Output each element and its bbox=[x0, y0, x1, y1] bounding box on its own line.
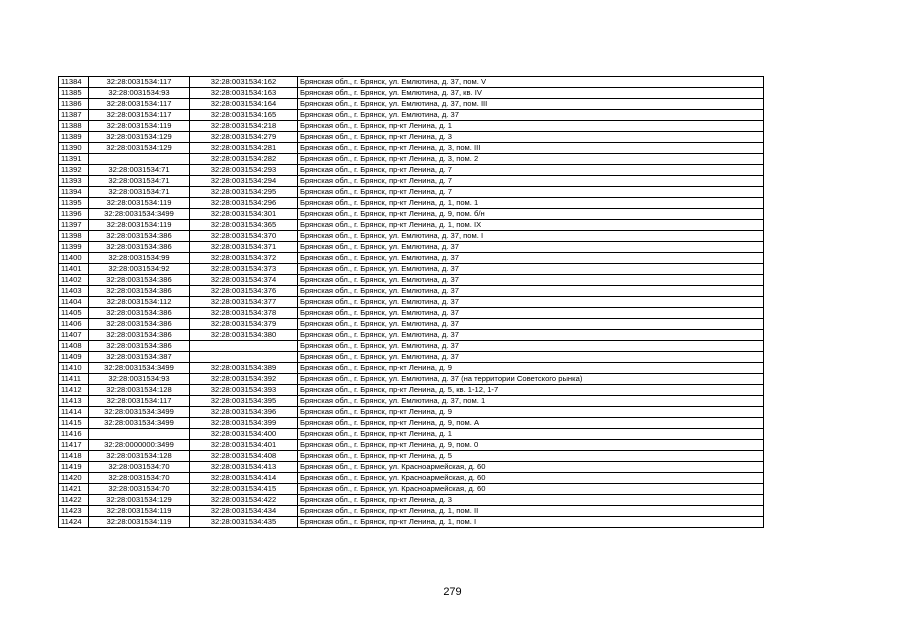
row-number-cell: 11391 bbox=[59, 154, 89, 165]
parcel-cadastral-cell: 32:28:0031534:3499 bbox=[89, 363, 190, 374]
table-row bbox=[59, 220, 764, 231]
address-cell: Брянская обл., г. Брянск, пр-кт Ленина, д. 1, пом. II bbox=[298, 506, 764, 517]
object-cadastral-cell: 32:28:0031534:400 bbox=[190, 429, 298, 440]
object-cadastral-cell: 32:28:0031534:365 bbox=[190, 220, 298, 231]
object-cadastral-cell: 32:28:0031534:378 bbox=[190, 308, 298, 319]
row-number-cell: 11413 bbox=[59, 396, 89, 407]
table-row bbox=[59, 495, 764, 506]
parcel-cadastral-cell: 32:28:0031534:386 bbox=[89, 330, 190, 341]
object-cadastral-cell: 32:28:0031534:373 bbox=[190, 264, 298, 275]
address-cell: Брянская обл., г. Брянск, пр-кт Ленина, д. 7 bbox=[298, 187, 764, 198]
object-cadastral-cell: 32:28:0031534:413 bbox=[190, 462, 298, 473]
address-cell: Брянская обл., г. Брянск, ул. Емлютина, д. 37 bbox=[298, 286, 764, 297]
object-cadastral-cell: 32:28:0031534:435 bbox=[190, 517, 298, 528]
row-number-cell: 11411 bbox=[59, 374, 89, 385]
table-row bbox=[59, 143, 764, 154]
parcel-cadastral-cell: 32:28:0031534:3499 bbox=[89, 418, 190, 429]
parcel-cadastral-cell: 32:28:0031534:93 bbox=[89, 88, 190, 99]
object-cadastral-cell: 32:28:0031534:374 bbox=[190, 275, 298, 286]
address-cell: Брянская обл., г. Брянск, ул. Емлютина, д. 37 bbox=[298, 253, 764, 264]
object-cadastral-cell: 32:28:0031534:401 bbox=[190, 440, 298, 451]
row-number-cell: 11415 bbox=[59, 418, 89, 429]
row-number-cell: 11398 bbox=[59, 231, 89, 242]
row-number-cell: 11405 bbox=[59, 308, 89, 319]
object-cadastral-cell: 32:28:0031534:164 bbox=[190, 99, 298, 110]
address-cell: Брянская обл., г. Брянск, пр-кт Ленина, д. 7 bbox=[298, 176, 764, 187]
row-number-cell: 11417 bbox=[59, 440, 89, 451]
object-cadastral-cell: 32:28:0031534:380 bbox=[190, 330, 298, 341]
row-number-cell: 11388 bbox=[59, 121, 89, 132]
row-number-cell: 11399 bbox=[59, 242, 89, 253]
object-cadastral-cell: 32:28:0031534:399 bbox=[190, 418, 298, 429]
parcel-cadastral-cell: 32:28:0031534:129 bbox=[89, 143, 190, 154]
table-row bbox=[59, 264, 764, 275]
address-cell: Брянская обл., г. Брянск, ул. Емлютина, д. 37, кв. IV bbox=[298, 88, 764, 99]
table-row bbox=[59, 352, 764, 363]
table-row bbox=[59, 77, 764, 88]
table-row bbox=[59, 88, 764, 99]
object-cadastral-cell: 32:28:0031534:372 bbox=[190, 253, 298, 264]
cadastral-table bbox=[58, 76, 764, 528]
parcel-cadastral-cell: 32:28:0031534:3499 bbox=[89, 209, 190, 220]
parcel-cadastral-cell: 32:28:0031534:119 bbox=[89, 198, 190, 209]
parcel-cadastral-cell: 32:28:0031534:129 bbox=[89, 132, 190, 143]
row-number-cell: 11424 bbox=[59, 517, 89, 528]
parcel-cadastral-cell: 32:28:0031534:71 bbox=[89, 187, 190, 198]
table-row bbox=[59, 253, 764, 264]
address-cell: Брянская обл., г. Брянск, ул. Емлютина, д. 37 bbox=[298, 319, 764, 330]
parcel-cadastral-cell: 32:28:0000000:3499 bbox=[89, 440, 190, 451]
table-row bbox=[59, 132, 764, 143]
table-row bbox=[59, 242, 764, 253]
table-row bbox=[59, 110, 764, 121]
parcel-cadastral-cell: 32:28:0031534:99 bbox=[89, 253, 190, 264]
address-cell: Брянская обл., г. Брянск, пр-кт Ленина, д. 3, пом. III bbox=[298, 143, 764, 154]
row-number-cell: 11404 bbox=[59, 297, 89, 308]
parcel-cadastral-cell: 32:28:0031534:386 bbox=[89, 319, 190, 330]
object-cadastral-cell: 32:28:0031534:295 bbox=[190, 187, 298, 198]
table-row bbox=[59, 187, 764, 198]
row-number-cell: 11409 bbox=[59, 352, 89, 363]
parcel-cadastral-cell: 32:28:0031534:387 bbox=[89, 352, 190, 363]
parcel-cadastral-cell: 32:28:0031534:129 bbox=[89, 495, 190, 506]
table-row bbox=[59, 121, 764, 132]
table-row bbox=[59, 198, 764, 209]
object-cadastral-cell: 32:28:0031534:294 bbox=[190, 176, 298, 187]
parcel-cadastral-cell: 32:28:0031534:119 bbox=[89, 121, 190, 132]
row-number-cell: 11384 bbox=[59, 77, 89, 88]
parcel-cadastral-cell: 32:28:0031534:119 bbox=[89, 506, 190, 517]
address-cell: Брянская обл., г. Брянск, пр-кт Ленина, д. 9, пом. 0 bbox=[298, 440, 764, 451]
table-row bbox=[59, 363, 764, 374]
row-number-cell: 11392 bbox=[59, 165, 89, 176]
row-number-cell: 11396 bbox=[59, 209, 89, 220]
address-cell: Брянская обл., г. Брянск, пр-кт Ленина, д. 1 bbox=[298, 429, 764, 440]
object-cadastral-cell: 32:28:0031534:415 bbox=[190, 484, 298, 495]
table-row bbox=[59, 374, 764, 385]
table-row bbox=[59, 440, 764, 451]
address-cell: Брянская обл., г. Брянск, ул. Емлютина, д. 37, пом. V bbox=[298, 77, 764, 88]
object-cadastral-cell: 32:28:0031534:392 bbox=[190, 374, 298, 385]
parcel-cadastral-cell: 32:28:0031534:128 bbox=[89, 451, 190, 462]
address-cell: Брянская обл., г. Брянск, ул. Красноармейская, д. 60 bbox=[298, 484, 764, 495]
parcel-cadastral-cell: 32:28:0031534:70 bbox=[89, 484, 190, 495]
object-cadastral-cell: 32:28:0031534:163 bbox=[190, 88, 298, 99]
address-cell: Брянская обл., г. Брянск, ул. Емлютина, д. 37 bbox=[298, 308, 764, 319]
row-number-cell: 11412 bbox=[59, 385, 89, 396]
address-cell: Брянская обл., г. Брянск, пр-кт Ленина, д. 7 bbox=[298, 165, 764, 176]
row-number-cell: 11406 bbox=[59, 319, 89, 330]
table-row bbox=[59, 396, 764, 407]
object-cadastral-cell: 32:28:0031534:379 bbox=[190, 319, 298, 330]
table-row bbox=[59, 319, 764, 330]
parcel-cadastral-cell: 32:28:0031534:117 bbox=[89, 110, 190, 121]
row-number-cell: 11420 bbox=[59, 473, 89, 484]
row-number-cell: 11395 bbox=[59, 198, 89, 209]
table-row bbox=[59, 209, 764, 220]
address-cell: Брянская обл., г. Брянск, пр-кт Ленина, д. 3, пом. 2 bbox=[298, 154, 764, 165]
row-number-cell: 11419 bbox=[59, 462, 89, 473]
object-cadastral-cell: 32:28:0031534:434 bbox=[190, 506, 298, 517]
object-cadastral-cell: 32:28:0031534:393 bbox=[190, 385, 298, 396]
parcel-cadastral-cell: 32:28:0031534:3499 bbox=[89, 407, 190, 418]
object-cadastral-cell: 32:28:0031534:422 bbox=[190, 495, 298, 506]
object-cadastral-cell: 32:28:0031534:389 bbox=[190, 363, 298, 374]
object-cadastral-cell: 32:28:0031534:395 bbox=[190, 396, 298, 407]
object-cadastral-cell: 32:28:0031534:281 bbox=[190, 143, 298, 154]
table-row bbox=[59, 418, 764, 429]
object-cadastral-cell bbox=[190, 352, 298, 363]
parcel-cadastral-cell: 32:28:0031534:386 bbox=[89, 286, 190, 297]
object-cadastral-cell: 32:28:0031534:218 bbox=[190, 121, 298, 132]
address-cell: Брянская обл., г. Брянск, пр-кт Ленина, д. 1, пом. I bbox=[298, 517, 764, 528]
address-cell: Брянская обл., г. Брянск, пр-кт Ленина, д. 9 bbox=[298, 363, 764, 374]
address-cell: Брянская обл., г. Брянск, пр-кт Ленина, д. 5 bbox=[298, 451, 764, 462]
table-row bbox=[59, 473, 764, 484]
object-cadastral-cell: 32:28:0031534:371 bbox=[190, 242, 298, 253]
parcel-cadastral-cell: 32:28:0031534:71 bbox=[89, 165, 190, 176]
parcel-cadastral-cell: 32:28:0031534:117 bbox=[89, 396, 190, 407]
object-cadastral-cell: 32:28:0031534:396 bbox=[190, 407, 298, 418]
table-row bbox=[59, 275, 764, 286]
table-body bbox=[59, 77, 764, 528]
row-number-cell: 11389 bbox=[59, 132, 89, 143]
address-cell: Брянская обл., г. Брянск, ул. Емлютина, д. 37 bbox=[298, 242, 764, 253]
parcel-cadastral-cell: 32:28:0031534:386 bbox=[89, 242, 190, 253]
table-row bbox=[59, 154, 764, 165]
row-number-cell: 11418 bbox=[59, 451, 89, 462]
object-cadastral-cell: 32:28:0031534:376 bbox=[190, 286, 298, 297]
address-cell: Брянская обл., г. Брянск, пр-кт Ленина, д. 3 bbox=[298, 132, 764, 143]
parcel-cadastral-cell: 32:28:0031534:71 bbox=[89, 176, 190, 187]
row-number-cell: 11400 bbox=[59, 253, 89, 264]
row-number-cell: 11414 bbox=[59, 407, 89, 418]
address-cell: Брянская обл., г. Брянск, ул. Емлютина, д. 37 bbox=[298, 341, 764, 352]
table-row bbox=[59, 407, 764, 418]
address-cell: Брянская обл., г. Брянск, ул. Емлютина, д. 37 bbox=[298, 110, 764, 121]
object-cadastral-cell: 32:28:0031534:162 bbox=[190, 77, 298, 88]
row-number-cell: 11403 bbox=[59, 286, 89, 297]
parcel-cadastral-cell: 32:28:0031534:70 bbox=[89, 473, 190, 484]
table-row bbox=[59, 429, 764, 440]
address-cell: Брянская обл., г. Брянск, ул. Емлютина, д. 37, пом. I bbox=[298, 231, 764, 242]
row-number-cell: 11416 bbox=[59, 429, 89, 440]
address-cell: Брянская обл., г. Брянск, ул. Емлютина, д. 37 bbox=[298, 275, 764, 286]
parcel-cadastral-cell: 32:28:0031534:112 bbox=[89, 297, 190, 308]
object-cadastral-cell: 32:28:0031534:282 bbox=[190, 154, 298, 165]
address-cell: Брянская обл., г. Брянск, ул. Емлютина, д. 37 bbox=[298, 264, 764, 275]
object-cadastral-cell: 32:28:0031534:370 bbox=[190, 231, 298, 242]
parcel-cadastral-cell bbox=[89, 429, 190, 440]
table-row bbox=[59, 297, 764, 308]
object-cadastral-cell: 32:28:0031534:293 bbox=[190, 165, 298, 176]
table-row bbox=[59, 451, 764, 462]
object-cadastral-cell: 32:28:0031534:414 bbox=[190, 473, 298, 484]
row-number-cell: 11421 bbox=[59, 484, 89, 495]
table-row bbox=[59, 231, 764, 242]
row-number-cell: 11422 bbox=[59, 495, 89, 506]
address-cell: Брянская обл., г. Брянск, пр-кт Ленина, д. 1 bbox=[298, 121, 764, 132]
row-number-cell: 11407 bbox=[59, 330, 89, 341]
row-number-cell: 11402 bbox=[59, 275, 89, 286]
object-cadastral-cell: 32:28:0031534:296 bbox=[190, 198, 298, 209]
parcel-cadastral-cell: 32:28:0031534:386 bbox=[89, 308, 190, 319]
parcel-cadastral-cell: 32:28:0031534:386 bbox=[89, 231, 190, 242]
parcel-cadastral-cell: 32:28:0031534:93 bbox=[89, 374, 190, 385]
address-cell: Брянская обл., г. Брянск, пр-кт Ленина, д. 9, пом. б/н bbox=[298, 209, 764, 220]
parcel-cadastral-cell: 32:28:0031534:117 bbox=[89, 77, 190, 88]
table-row bbox=[59, 308, 764, 319]
parcel-cadastral-cell: 32:28:0031534:92 bbox=[89, 264, 190, 275]
table-row bbox=[59, 286, 764, 297]
address-cell: Брянская обл., г. Брянск, пр-кт Ленина, д. 5, кв. 1-12, 1-7 bbox=[298, 385, 764, 396]
row-number-cell: 11423 bbox=[59, 506, 89, 517]
row-number-cell: 11386 bbox=[59, 99, 89, 110]
parcel-cadastral-cell bbox=[89, 154, 190, 165]
row-number-cell: 11390 bbox=[59, 143, 89, 154]
address-cell: Брянская обл., г. Брянск, пр-кт Ленина, д. 9 bbox=[298, 407, 764, 418]
parcel-cadastral-cell: 32:28:0031534:119 bbox=[89, 220, 190, 231]
address-cell: Брянская обл., г. Брянск, ул. Емлютина, д. 37, пом. III bbox=[298, 99, 764, 110]
address-cell: Брянская обл., г. Брянск, ул. Емлютина, д. 37, пом. 1 bbox=[298, 396, 764, 407]
row-number-cell: 11410 bbox=[59, 363, 89, 374]
row-number-cell: 11397 bbox=[59, 220, 89, 231]
parcel-cadastral-cell: 32:28:0031534:386 bbox=[89, 275, 190, 286]
address-cell: Брянская обл., г. Брянск, ул. Красноармейская, д. 60 bbox=[298, 473, 764, 484]
row-number-cell: 11401 bbox=[59, 264, 89, 275]
object-cadastral-cell bbox=[190, 341, 298, 352]
table-row bbox=[59, 341, 764, 352]
address-cell: Брянская обл., г. Брянск, пр-кт Ленина, д. 1, пом. 1 bbox=[298, 198, 764, 209]
address-cell: Брянская обл., г. Брянск, пр-кт Ленина, д. 3 bbox=[298, 495, 764, 506]
table-row bbox=[59, 99, 764, 110]
table-row bbox=[59, 506, 764, 517]
parcel-cadastral-cell: 32:28:0031534:128 bbox=[89, 385, 190, 396]
address-cell: Брянская обл., г. Брянск, ул. Емлютина, д. 37 bbox=[298, 330, 764, 341]
parcel-cadastral-cell: 32:28:0031534:70 bbox=[89, 462, 190, 473]
row-number-cell: 11385 bbox=[59, 88, 89, 99]
table-row bbox=[59, 165, 764, 176]
row-number-cell: 11394 bbox=[59, 187, 89, 198]
table-row bbox=[59, 462, 764, 473]
parcel-cadastral-cell: 32:28:0031534:119 bbox=[89, 517, 190, 528]
address-cell: Брянская обл., г. Брянск, ул. Красноармейская, д. 60 bbox=[298, 462, 764, 473]
table-row bbox=[59, 484, 764, 495]
table-row bbox=[59, 517, 764, 528]
table-row bbox=[59, 330, 764, 341]
object-cadastral-cell: 32:28:0031534:301 bbox=[190, 209, 298, 220]
row-number-cell: 11393 bbox=[59, 176, 89, 187]
table-row bbox=[59, 385, 764, 396]
object-cadastral-cell: 32:28:0031534:279 bbox=[190, 132, 298, 143]
page-number: 279 bbox=[443, 586, 462, 598]
row-number-cell: 11387 bbox=[59, 110, 89, 121]
table-row bbox=[59, 176, 764, 187]
address-cell: Брянская обл., г. Брянск, ул. Емлютина, д. 37 (на территории Советского рынка) bbox=[298, 374, 764, 385]
address-cell: Брянская обл., г. Брянск, ул. Емлютина, д. 37 bbox=[298, 352, 764, 363]
row-number-cell: 11408 bbox=[59, 341, 89, 352]
object-cadastral-cell: 32:28:0031534:408 bbox=[190, 451, 298, 462]
parcel-cadastral-cell: 32:28:0031534:386 bbox=[89, 341, 190, 352]
parcel-cadastral-cell: 32:28:0031534:117 bbox=[89, 99, 190, 110]
address-cell: Брянская обл., г. Брянск, пр-кт Ленина, д. 9, пом. А bbox=[298, 418, 764, 429]
address-cell: Брянская обл., г. Брянск, ул. Емлютина, д. 37 bbox=[298, 297, 764, 308]
object-cadastral-cell: 32:28:0031534:377 bbox=[190, 297, 298, 308]
address-cell: Брянская обл., г. Брянск, пр-кт Ленина, д. 1, пом. IX bbox=[298, 220, 764, 231]
object-cadastral-cell: 32:28:0031534:165 bbox=[190, 110, 298, 121]
